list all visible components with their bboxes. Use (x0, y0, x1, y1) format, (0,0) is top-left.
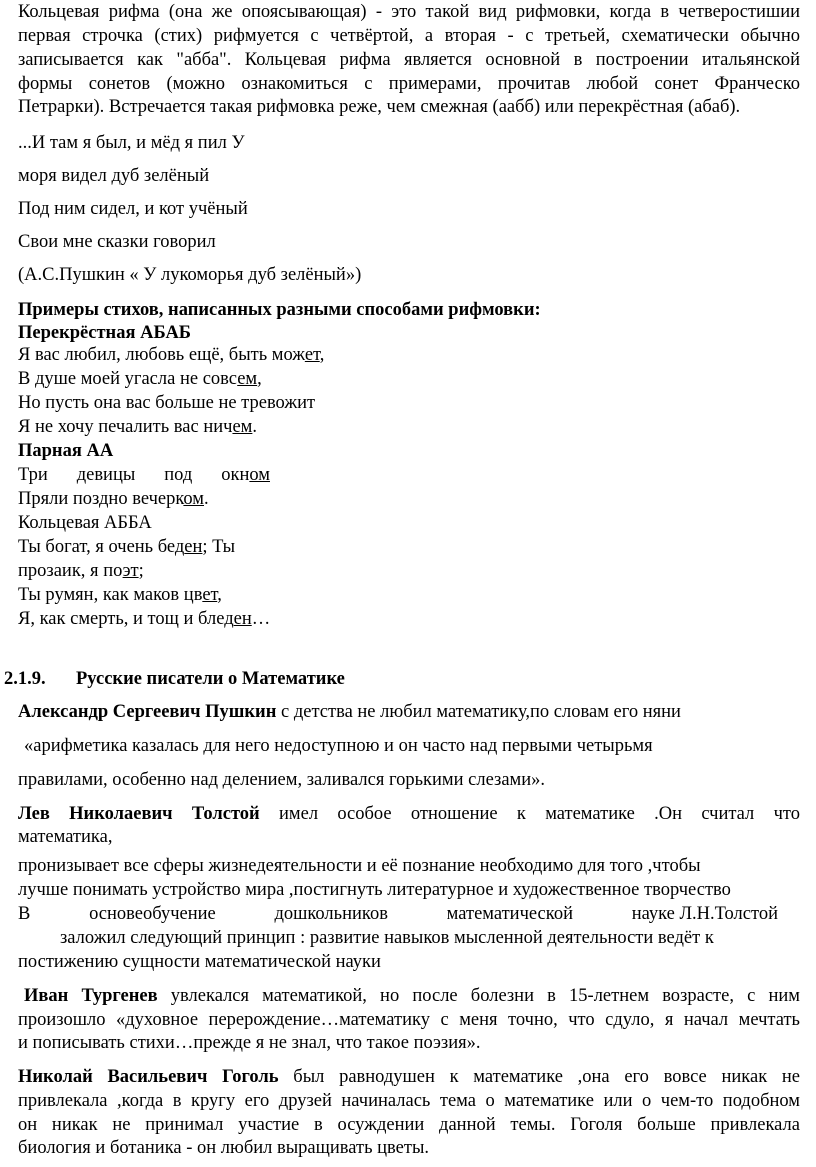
turgenev-line-3: и пописывать стихи…прежде я не знал, что такое поэзия». (18, 1033, 481, 1053)
cross-line-2: В душе моей угасла не совсем, (18, 369, 262, 389)
ring-line-1: Ты богат, я очень беден; Ты (18, 537, 235, 557)
section-title: Русские писатели о Математике (76, 669, 345, 689)
intro-line-4: формы сонетов (можно ознакомиться с примерами, прочитав любой сонет Франческо (18, 74, 800, 94)
pushkin-line-3: правилами, особенно над делением, заливался горькими слезами». (18, 770, 546, 790)
poem-line-4: Свои мне сказки говорил (18, 232, 216, 252)
pair-line-2: Пряли поздно вечерком. (18, 489, 209, 509)
turgenev-line-2: произошло «духовное перерождение…математику с меня точно, что сдуло, я начал мечтать (18, 1010, 800, 1030)
ring-line-3: Ты румян, как маков цвет, (18, 585, 222, 605)
intro-line-3: записывается как "абба". Кольцевая рифма является основной в построении итальянской (18, 50, 800, 70)
cross-line-4: Я не хочу печалить вас ничем. (18, 417, 257, 437)
tolstoy-line-7: постижению сущности математической науки (18, 952, 381, 972)
intro-line-2: первая строчка (стих) рифмуется с четвёртой, а вторая - с третьей, схематически обычно (18, 26, 800, 46)
gogol-line-3: он никак не принимал участие в осуждении данной темы. Гоголя больше привлекала (18, 1115, 800, 1135)
tolstoy-line-2: математика, (18, 827, 113, 847)
gogol-line-1: Николай Васильевич Гоголь был равнодушен к математике ,она его вовсе никак не (18, 1067, 800, 1087)
gogol-line-2: привлекала ,когда в кругу его друзей начиналась тема о математике или о чем-то подобном (18, 1091, 800, 1111)
ring-line-4: Я, как смерть, и тощ и бледен… (18, 609, 271, 629)
examples-heading: Примеры стихов, написанных разными способами рифмовки: (18, 300, 541, 320)
intro-line-5: Петрарки). Встречается такая рифмовка реже, чем смежная (аабб) или перекрёстная (абаб). (18, 97, 741, 117)
tolstoy-line-1: Лев Николаевич Толстой имел особое отношение к математике .Он считал что (18, 804, 800, 824)
pushkin-line-2: «арифметика казалась для него недоступною и он часто над первыми четырьмя (24, 736, 653, 756)
cross-line-1: Я вас любил, любовь ещё, быть может, (18, 345, 325, 365)
section-number: 2.1.9. (4, 669, 46, 689)
poem-line-2: моря видел дуб зелёный (18, 166, 210, 186)
pushkin-line-1: Александр Сергеевич Пушкин с детства не любил математику,по словам его няни (18, 702, 681, 722)
cross-rhyme-title: Перекрёстная АБАБ (18, 323, 192, 343)
pair-rhyme-title: Парная АА (18, 441, 114, 461)
gogol-line-4: биология и ботаника - он любил выращивать цветы. (18, 1138, 430, 1158)
tolstoy-line-6: заложил следующий принцип : развитие навыков мысленной деятельности ведёт к (60, 928, 714, 948)
poem-line-1: ...И там я был, и мёд я пил У (18, 133, 245, 153)
cross-line-3: Но пусть она вас больше не тревожит (18, 393, 316, 413)
poem-attribution: (А.С.Пушкин « У лукоморья дуб зелёный») (18, 265, 362, 285)
tolstoy-line-4: лучше понимать устройство мира ,постигнуть литературное и художественное творчество (18, 880, 731, 900)
ring-line-2: прозаик, я поэт; (18, 561, 144, 581)
tolstoy-line-3: пронизывает все сферы жизнедеятельности и её познание необходимо для того ,чтобы (18, 856, 701, 876)
pair-line-1: Три девицы под окном (18, 465, 270, 485)
turgenev-line-1: Иван Тургенев увлекался математикой, но после болезни в 15-летнем возрасте, с ним (24, 986, 800, 1006)
ring-rhyme-title: Кольцевая АББА (18, 513, 152, 533)
intro-line-1: Кольцевая рифма (она же опоясывающая) - это такой вид рифмовки, когда в четверостишии (18, 2, 800, 22)
poem-line-3: Под ним сидел, и кот учёный (18, 199, 248, 219)
tolstoy-line-5: В основеобучение дошкольников математической науке Л.Н.Толстой (18, 904, 778, 924)
